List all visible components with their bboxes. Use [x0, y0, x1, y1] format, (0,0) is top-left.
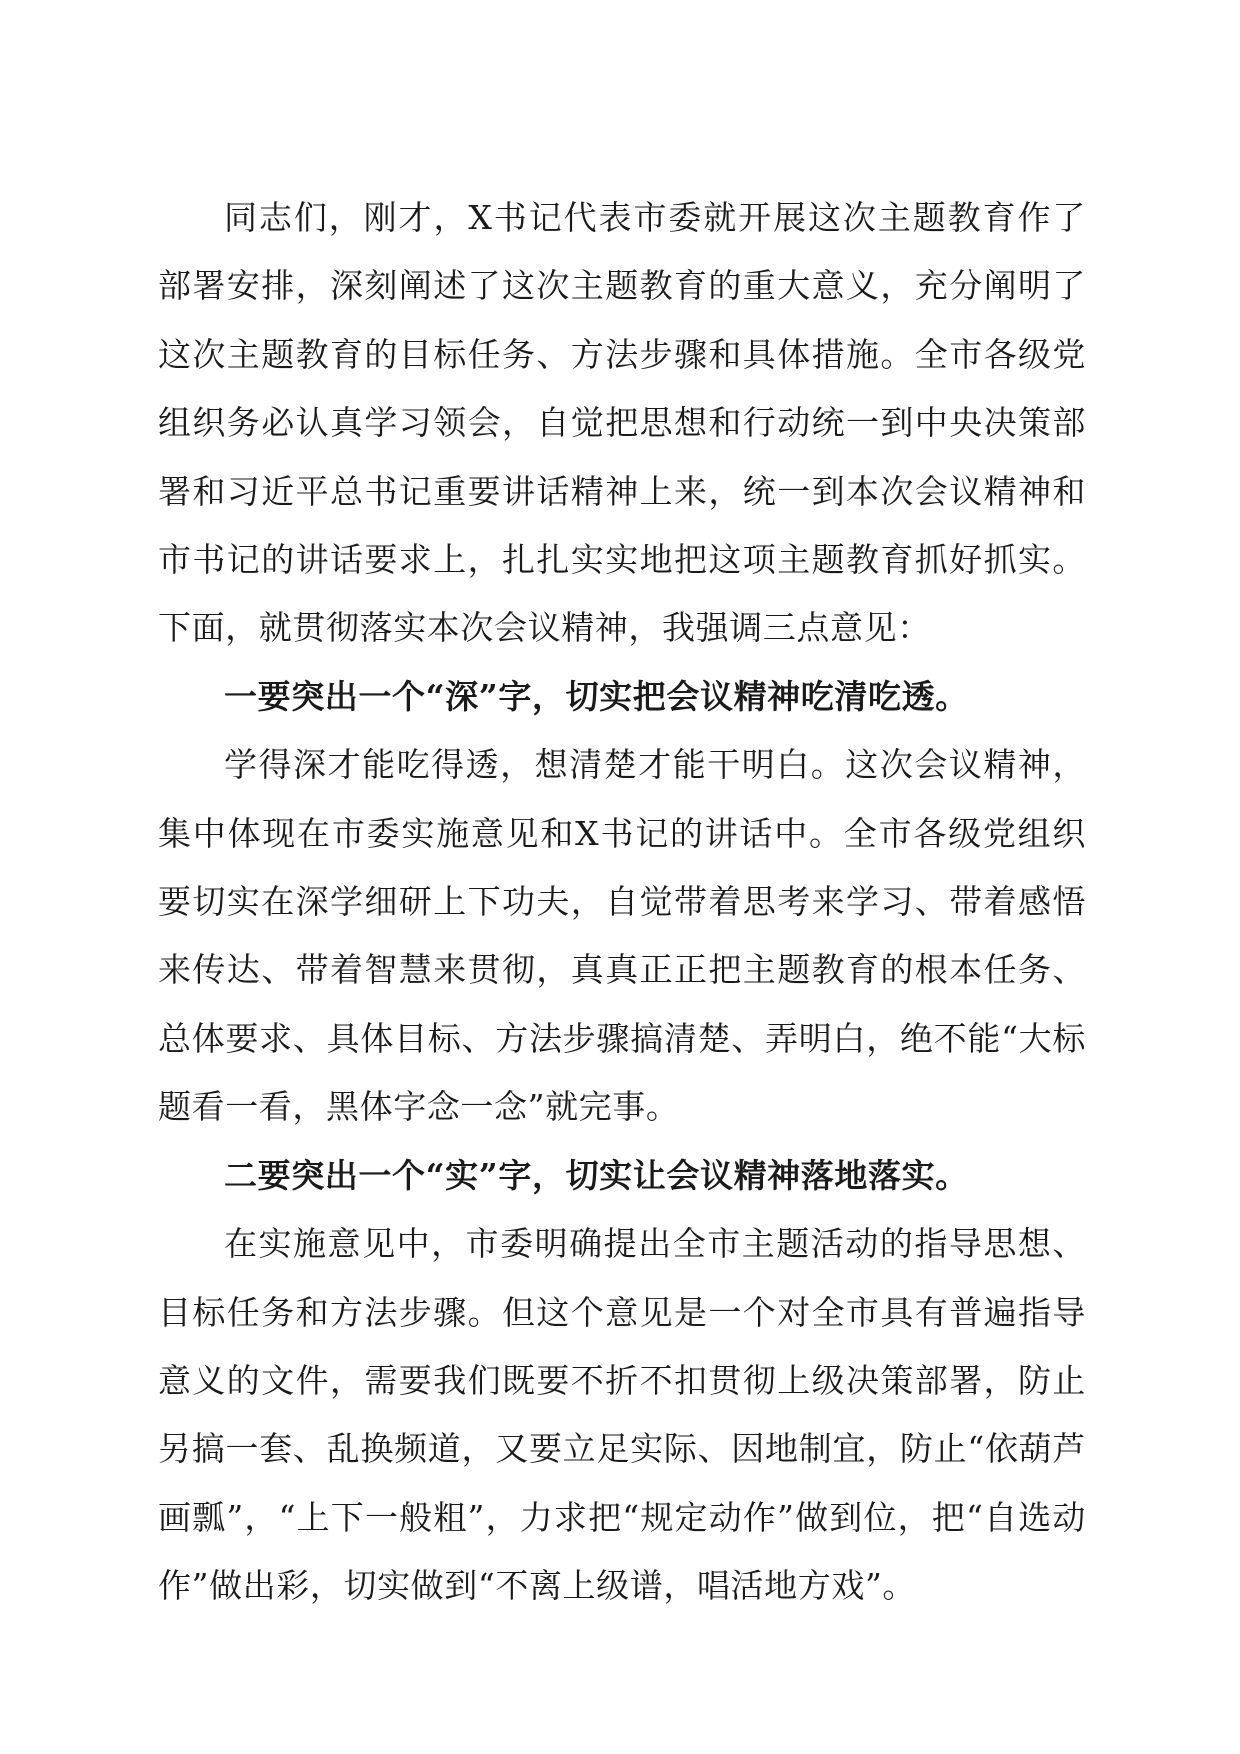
section-heading-1: 一要突出一个“深”字，切实把会议精神吃清吃透。: [224, 676, 969, 716]
section-1-paragraph: 学得深才能吃得透，想清楚才能干明白。这次会议精神，集中体现在市委实施意见和X书记的讲话中。全市各级党组织要切实在深学细研上下功夫，自觉带着思考来学习、带着感悟来传达、带着智慧来贯彻，真真正正把主题教育的根本任务、总体要求、具体目标、方法步骤搞清楚、弄明白，绝不能“大标题看一看，黑体字念一念”就完事。: [158, 745, 1086, 1127]
document-body: [158, 184, 1086, 1621]
section-2-paragraph: 在实施意见中，市委明确提出全市主题活动的指导思想、目标任务和方法步骤。但这个意见是一个对全市具有普遍指导意义的文件，需要我们既要不折不扣贯彻上级决策部署，防止另搞一套、乱换频道，又要立足实际、因地制宜，防止“依葫芦画瓢”，“上下一般粗”，力求把“规定动作”做到位，把“自选动作”做出彩，切实做到“不离上级谱，唱活地方戏”。: [158, 1224, 1086, 1606]
section-heading-2: 二要突出一个“实”字，切实让会议精神落地落实。: [224, 1155, 969, 1195]
intro-paragraph: 同志们，刚才，X书记代表市委就开展这次主题教育作了部署安排，深刻阐述了这次主题教育的重大意义，充分阐明了这次主题教育的目标任务、方法步骤和具体措施。全市各级党组织务必认真学习领会，自觉把思想和行动统一到中央决策部署和习近平总书记重要讲话精神上来，统一到本次会议精神和市书记的讲话要求上，扎扎实实地把这项主题教育抓好抓实。下面，就贯彻落实本次会议精神，我强调三点意见：: [158, 198, 1086, 648]
